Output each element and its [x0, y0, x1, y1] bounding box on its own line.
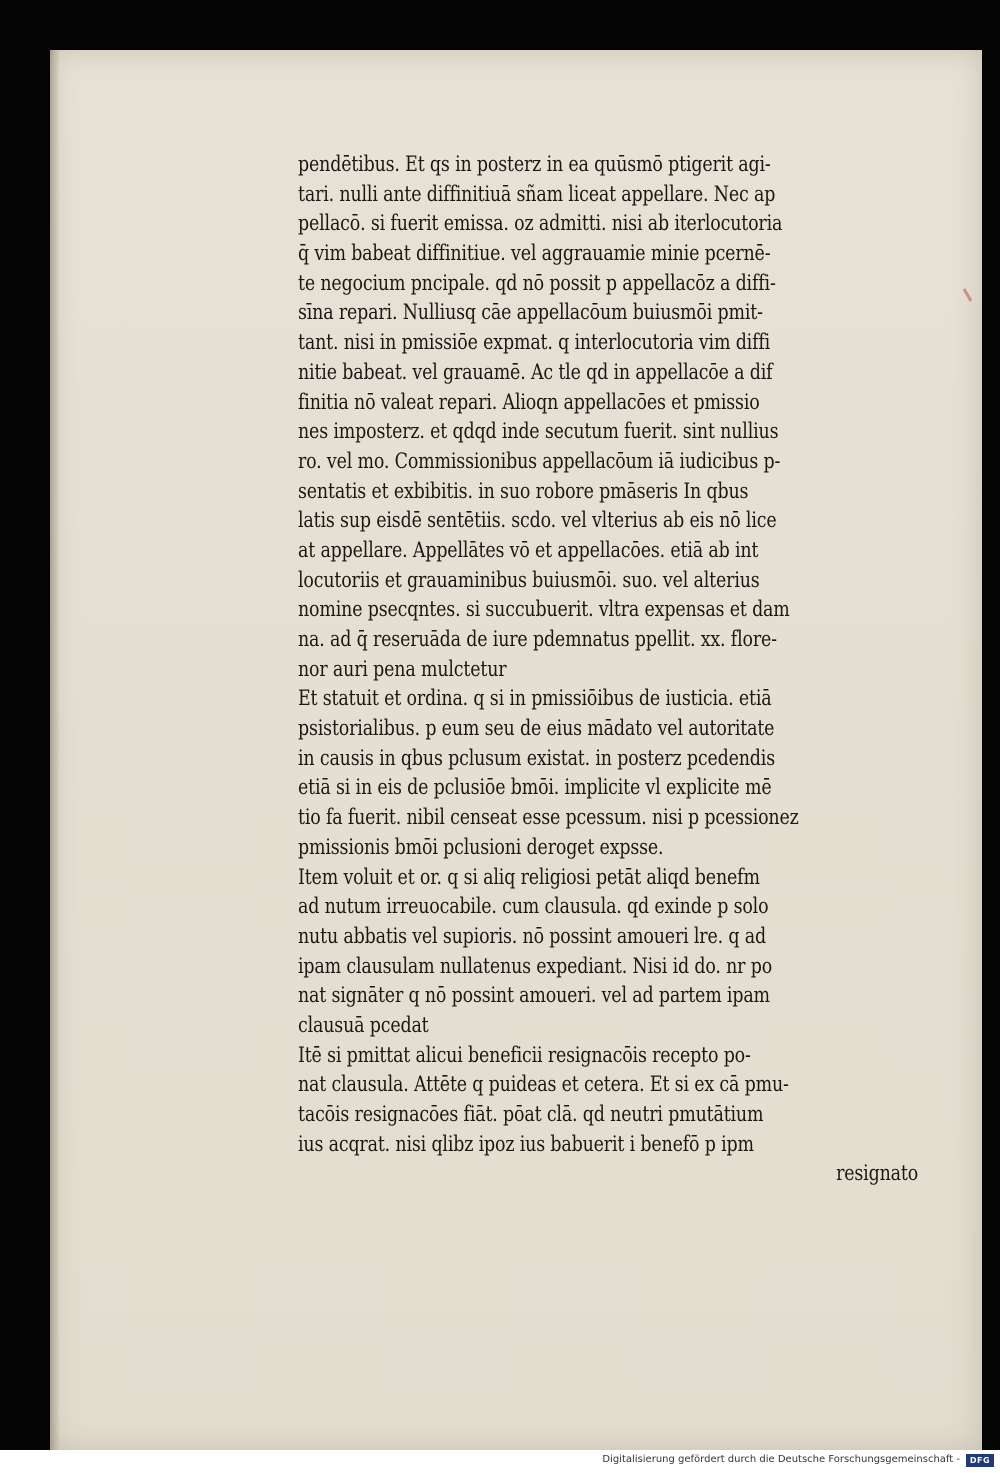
- text-line: na. ad q̄ reseruāda de iure pdemnatus ppellit. xx. flore-: [298, 627, 777, 651]
- text-line: ad nutum irreuocabile. cum clausula. qd exinde p solo: [298, 894, 769, 919]
- text-line: locutoriis et grauaminibus buiusmōi. suo. vel alterius: [298, 567, 760, 592]
- text-line: te negocium pncipale. qd nō possit p appellacōz a diffi-: [298, 270, 776, 295]
- text-line: nomine psecqntes. si succubuerit. vltra expensas et dam: [298, 597, 790, 622]
- text-line: tacōis resignacōes fiāt. pōat clā. qd neutri pmutātium: [298, 1102, 764, 1126]
- text-line: etiā si in eis de pclusiōe bmōi. implicite vl explicite mē: [298, 775, 772, 800]
- text-line: in causis in qbus pclusum existat. in posterz pcedendis: [298, 745, 775, 770]
- text-line: Et statuit et ordina. q si in pmissiōibus de iusticia. etiā: [298, 686, 772, 711]
- text-line: at appellare. Appellātes vō et appellacōes. etiā ab int: [298, 537, 759, 562]
- text-line: ro. vel mo. Commissionibus appellacōum iā iudicibus p-: [298, 448, 781, 473]
- dfg-logo-icon[interactable]: DFG: [966, 1454, 994, 1467]
- text-line: sentatis et exbibitis. in suo robore pmāseris In qbus: [298, 478, 749, 503]
- text-line: ipam clausulam nullatenus expediant. Nisi id do. nr po: [298, 953, 773, 978]
- text-block: [298, 150, 928, 1189]
- text-line: Item voluit et or. q si aliq religiosi petāt aliqd benefm: [298, 864, 760, 889]
- page-gutter-shadow: [50, 50, 60, 1450]
- text-line: sīna repari. Nulliusq cāe appellacōum buiusmōi pmit-: [298, 300, 763, 325]
- text-line: nitie babeat. vel grauamē. Ac tle qd in appellacōe a dif: [298, 359, 773, 384]
- text-line: Itē si pmittat alicui beneficii resignacōis recepto po-: [298, 1042, 751, 1067]
- text-line: q̄ vim babeat diffinitiue. vel aggrauamie minie pcernē-: [298, 241, 771, 266]
- text-line: nutu abbatis vel supioris. nō possint amoueri lre. q ad: [298, 923, 766, 948]
- text-line: clausuā pcedat: [298, 1012, 429, 1037]
- catchword: resignato: [836, 1161, 919, 1186]
- text-line: nat clausula. Attēte q puideas et cetera. Et si ex cā pmu-: [298, 1072, 789, 1097]
- text-line: pellacō. si fuerit emissa. oz admitti. nisi ab iterlocutoria: [298, 211, 783, 236]
- text-line: finitia nō valeat repari. Alioqn appellacōes et pmissio: [298, 389, 760, 414]
- text-line: tant. nisi in pmissiōe expmat. q interlocutoria vim diffi: [298, 330, 771, 355]
- text-line: psistorialibus. p eum seu de eius mādato vel autoritate: [298, 716, 775, 741]
- text-line: pmissionis bmōi pclusioni deroget expsse.: [298, 834, 664, 859]
- funding-credit: Digitalisierung gefördert durch die Deutsche Forschungsgemeinschaft -: [602, 1454, 960, 1465]
- text-line: latis sup eisdē sentētiis. scdo. vel vlterius ab eis nō lice: [298, 508, 777, 533]
- footer-bar: [0, 1450, 1000, 1473]
- text-line: ius acqrat. nisi qlibz ipoz ius babuerit i benefō p ipm: [298, 1131, 754, 1156]
- text-line: nat signāter q nō possint amoueri. vel ad partem ipam: [298, 983, 770, 1008]
- text-line: nes imposterz. et qdqd inde secutum fuerit. sint nullius: [298, 419, 779, 444]
- text-line: nor auri pena mulctetur: [298, 656, 507, 681]
- text-line: pendētibus. Et qs in posterz in ea quūsmō ptigerit agi-: [298, 152, 771, 176]
- text-line: tari. nulli ante diffinitiuā sñam liceat appellare. Nec ap: [298, 181, 776, 206]
- text-line: tio fa fuerit. nibil censeat esse pcessum. nisi p pcessionez: [298, 805, 799, 830]
